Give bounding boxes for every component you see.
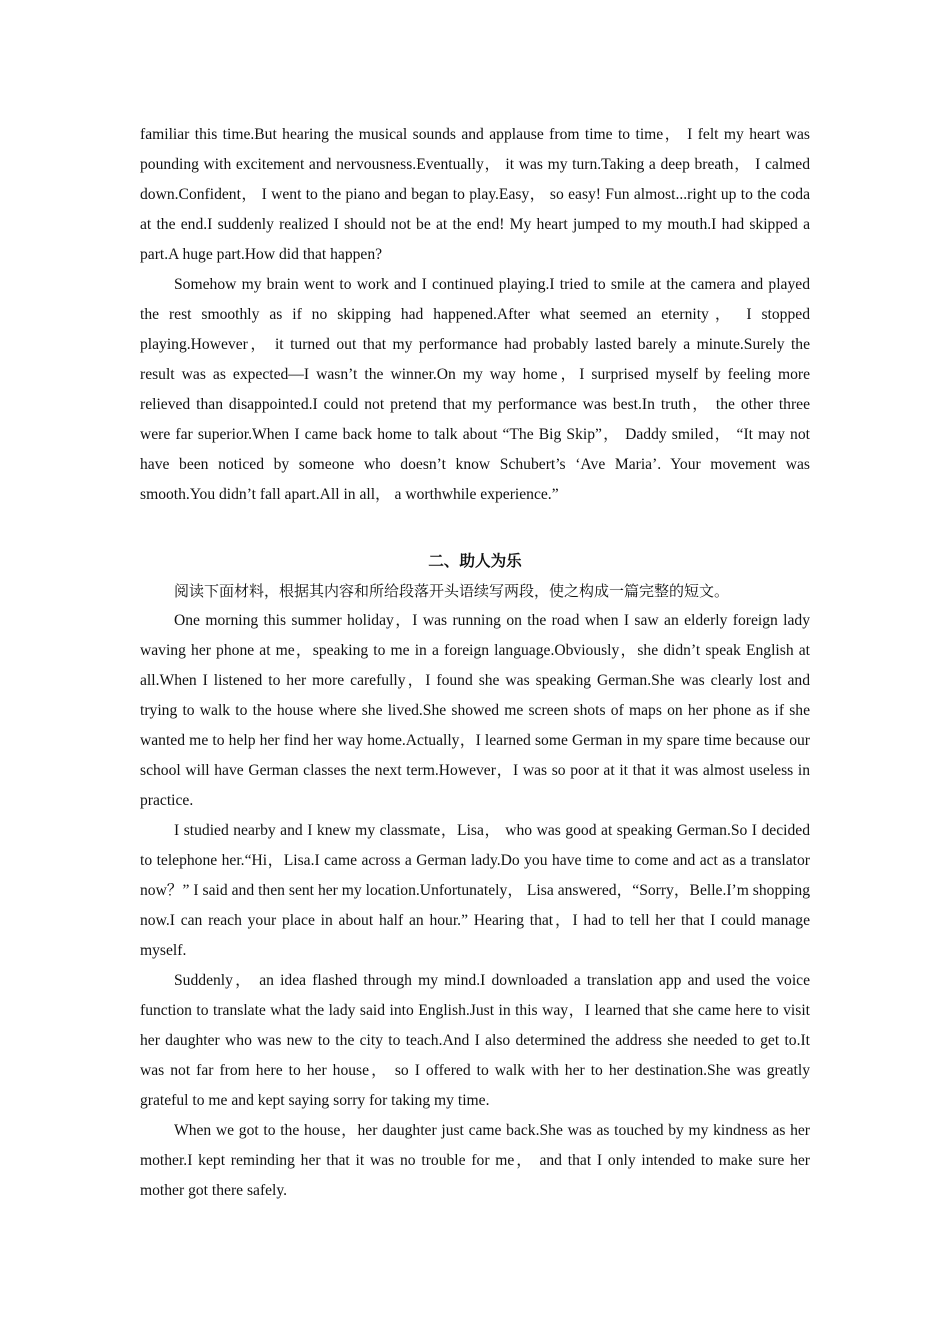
story-paragraph: Somehow my brain went to work and I continued playing.I tried to smile at the camera and played the rest smoothly as if no skipping had happened.After what seemed an eternity， I stopped playing.However， it turned out that my performance had probably lasted barely a minute.Surely the result was as expected—I wasn’t the winner.On my way home，I surprised myself by feeling more relieved than disappointed.I could not pretend that my performance was best.In truth， the other three were far superior.When I came back home to talk about “The Big Skip”， Daddy smiled， “It may not have been noticed by someone who doesn’t know Schubert’s ‘Ave Maria’. Your movement was smooth.You didn’t fall apart.All in all， a worthwhile experience.”: [140, 276, 810, 503]
passage-paragraph: Suddenly， an idea flashed through my mind.I downloaded a translation app and used the voice function to translate what the lady said into English.Just in this way，I learned that she came here to visit her daughter who was new to the city to teach.And I also determined the address she needed to get to.It was not far from here to her house， so I offered to walk with her to her destination.She was greatly grateful to me and kept saying sorry for taking my time.: [140, 972, 810, 1109]
document-page: [140, 120, 810, 1206]
passage-paragraph: When we got to the house，her daughter just came back.She was as touched by my kindness as her mother.I kept reminding her that it was no trouble for me， and that I only intended to make sure her mother got there safely.: [140, 1122, 810, 1199]
passage-paragraph: One morning this summer holiday，I was running on the road when I saw an elderly foreign lady waving her phone at me，speaking to me in a foreign language.Obviously，she didn’t speak English at all.When I listened to her more carefully，I found she was speaking German.She was clearly lost and trying to walk to the house where she lived.She showed me screen shots of maps on her phone as if she wanted me to help her find her way home.Actually，I learned some German in my spare time because our school will have German classes the next term.However，I was so poor at it that it was almost useless in practice.: [140, 612, 810, 809]
passage-paragraph: I studied nearby and I knew my classmate，Lisa， who was good at speaking German.So I decided to telephone her.“Hi，Lisa.I came across a German lady.Do you have time to come and act as a translator now？” I said and then sent her my location.Unfortunately， Lisa answered，“Sorry，Belle.I’m shopping now.I can reach your place in about half an hour.” Hearing that，I had to tell her that I could manage myself.: [140, 822, 810, 959]
story-paragraph: familiar this time.But hearing the musical sounds and applause from time to time， I felt my heart was pounding with excitement and nervousness.Eventually， it was my turn.Taking a deep breath， I calmed down.Confident， I went to the piano and began to play.Easy， so easy! Fun almost...right up to the coda at the end.I suddenly realized I should not be at the end! My heart jumped to my mouth.I had skipped a part.A huge part.How did that happen?: [140, 126, 810, 263]
instruction-text: 阅读下面材料，根据其内容和所给段落开头语续写两段，使之构成一篇完整的短文。: [174, 582, 730, 600]
section-title: 二、助人为乐: [428, 552, 522, 570]
